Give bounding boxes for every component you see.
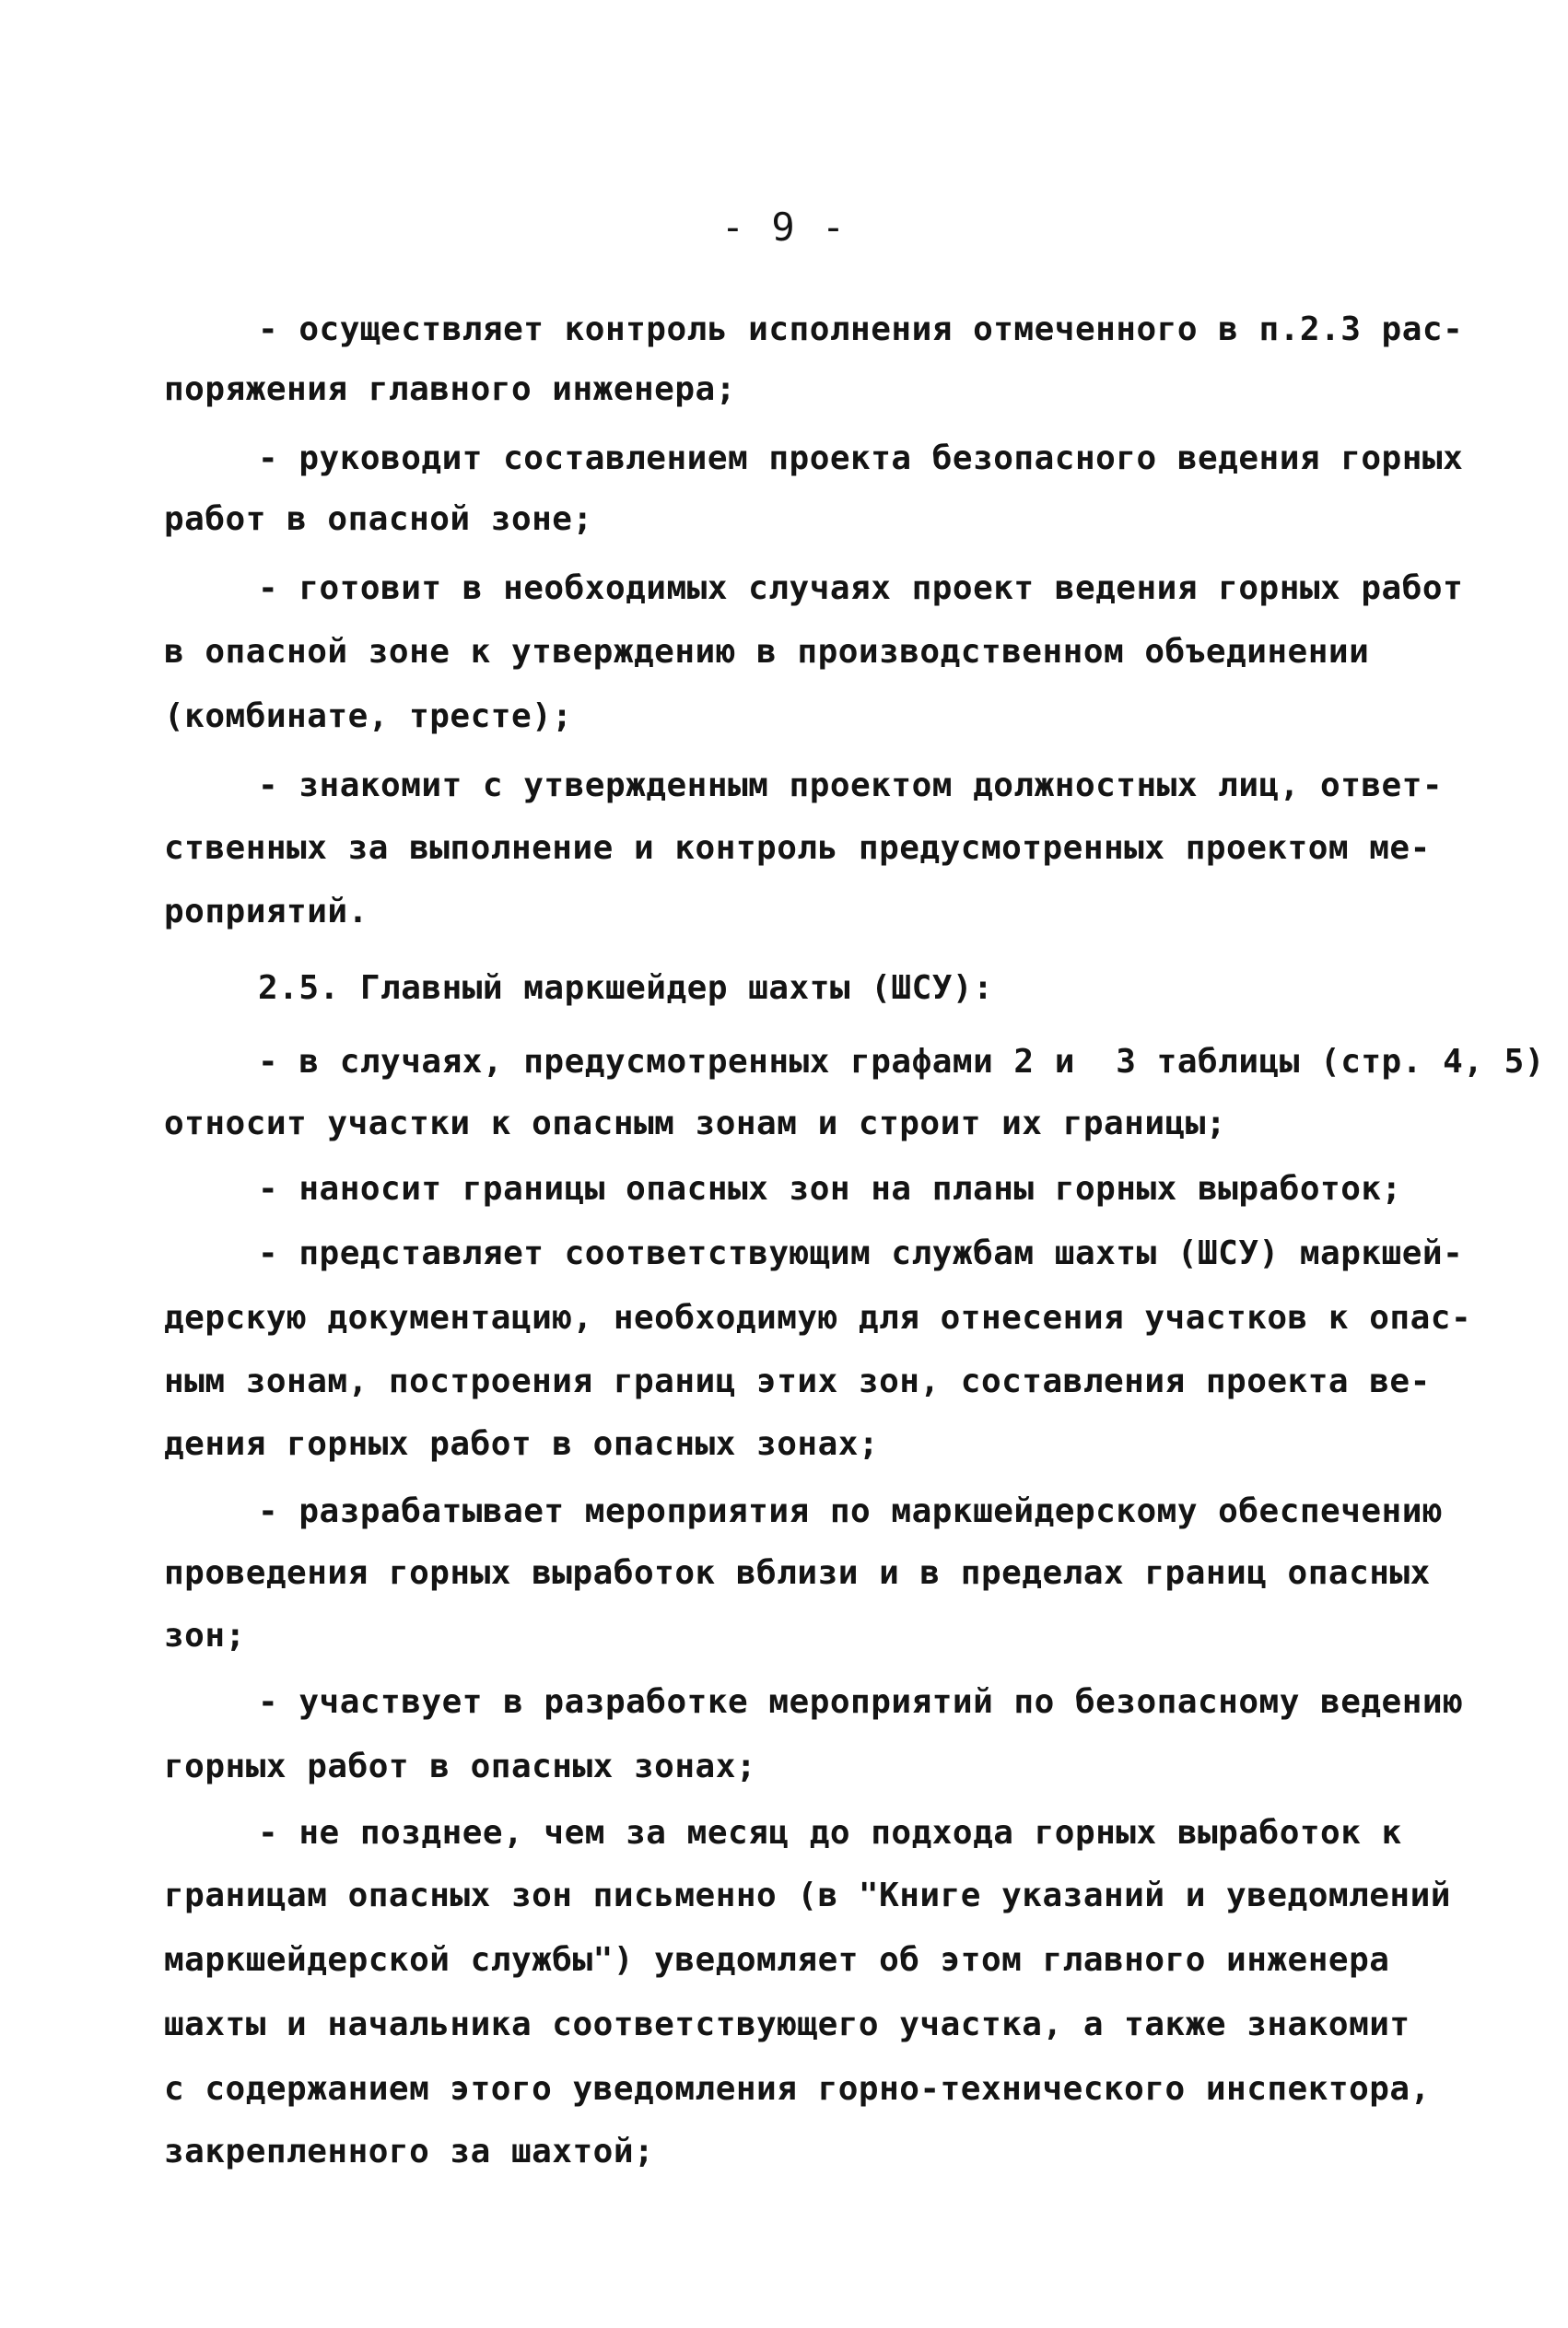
text-line: закрепленного за шахтой; (164, 2133, 655, 2170)
text-line: - наносит границы опасных зон на планы горных выработок; (258, 1170, 1402, 1208)
text-line: (комбинате, тресте); (164, 697, 573, 735)
text-line: поряжения главного инженера; (164, 370, 736, 408)
text-line: роприятий. (164, 893, 369, 930)
text-line: относит участки к опасным зонам и строит их границы; (164, 1105, 1227, 1142)
text-line: - представляет соответствующим службам шахты (ШСУ) маркшей- (258, 1234, 1464, 1272)
text-line: ным зонам, построения границ этих зон, составления проекта ве- (164, 1363, 1431, 1400)
text-line: дерскую документацию, необходимую для отнесения участков к опас- (164, 1299, 1472, 1337)
text-line: маркшейдерской службы") уведомляет об этом главного инженера (164, 1941, 1390, 1979)
text-line: ственных за выполнение и контроль предусмотренных проектом ме- (164, 829, 1431, 867)
text-line: шахты и начальника соответствующего участка, а также знакомит (164, 2006, 1410, 2043)
text-line: зон; (164, 1617, 246, 1655)
text-line: - осуществляет контроль исполнения отмеченного в п.2.3 рас- (258, 310, 1464, 348)
text-line: работ в опасной зоне; (164, 500, 593, 538)
text-line: - участвует в разработке мероприятий по безопасному ведению (258, 1683, 1464, 1721)
text-line: - знакомит с утвержденным проектом должностных лиц, ответ- (258, 766, 1444, 804)
text-line: с содержанием этого уведомления горно-технического инспектора, (164, 2070, 1431, 2108)
text-line: в опасной зоне к утверждению в производственном объединении (164, 633, 1370, 671)
text-line: границам опасных зон письменно (в "Книге указаний и уведомлений (164, 1877, 1451, 1914)
text-line: - в случаях, предусмотренных графами 2 и 3 таблицы (стр. 4, 5) (258, 1043, 1545, 1081)
text-line: дения горных работ в опасных зонах; (164, 1425, 880, 1463)
section-heading: 2.5. Главный маркшейдер шахты (ШСУ): (258, 969, 994, 1007)
text-line: - разрабатывает мероприятия по маркшейдерскому обеспечению (258, 1492, 1444, 1530)
text-line: проведения горных выработок вблизи и в пределах границ опасных (164, 1554, 1431, 1592)
text-line: горных работ в опасных зонах; (164, 1748, 757, 1785)
text-line: - руководит составлением проекта безопасного ведения горных (258, 439, 1464, 477)
page-number: - 9 - (720, 205, 848, 250)
text-line: - не позднее, чем за месяц до подхода горных выработок к (258, 1814, 1402, 1852)
text-line: - готовит в необходимых случаях проект ведения горных работ (258, 569, 1464, 607)
